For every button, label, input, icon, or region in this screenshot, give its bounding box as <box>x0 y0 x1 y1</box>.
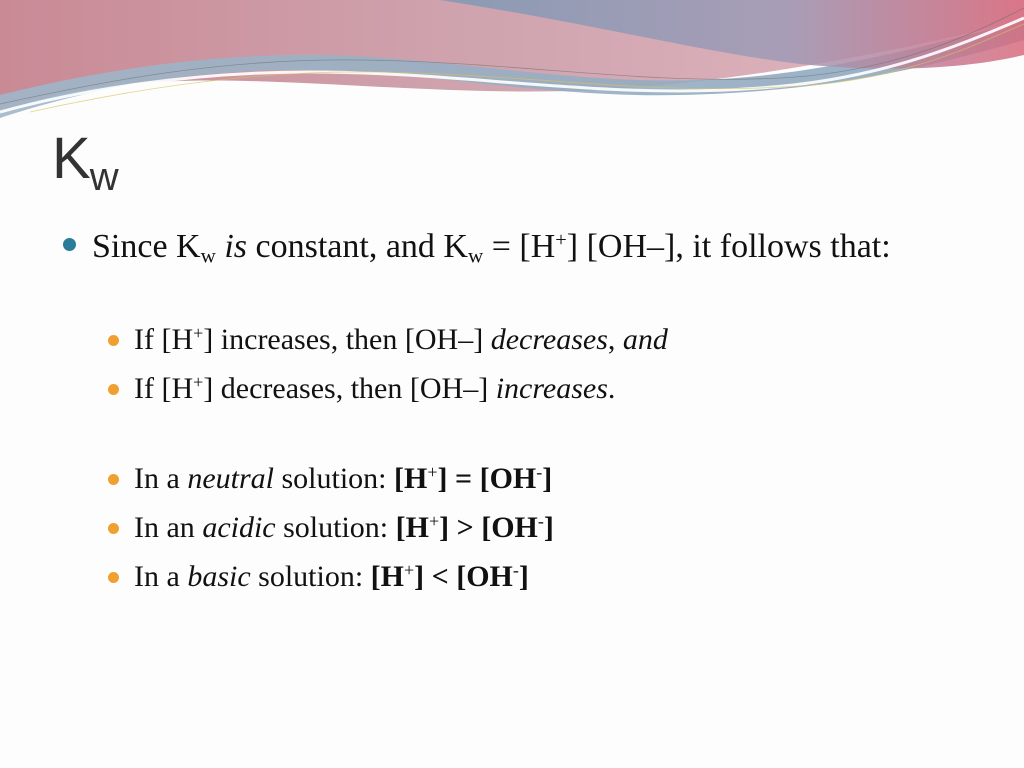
sub-bullet-list <box>134 320 954 606</box>
sub-bullet-marker <box>108 384 119 395</box>
slide-title <box>52 126 118 199</box>
bullet-marker <box>63 238 76 251</box>
list-item: If [H+] decreases, then [OH‒] increases. <box>134 369 954 418</box>
list-item: In a basic solution: [H+] < [OH-] <box>134 557 954 606</box>
title-subscript: w <box>89 155 118 199</box>
sub-bullet-marker <box>108 474 119 485</box>
list-item: In an acidic solution: [H+] > [OH-] <box>134 508 954 557</box>
sub-bullet-marker <box>108 335 119 346</box>
list-item: In a neutral solution: [H+] = [OH-] <box>134 459 954 508</box>
header-wave-decoration <box>0 0 1024 130</box>
sub-bullet-marker <box>108 523 119 534</box>
main-bullet: Since $K_w$ is constant, and $K_w = [H^+]$ [OH‒], it follows that: <box>92 226 952 267</box>
title-main: K <box>52 126 90 191</box>
list-item: If [H+] increases, then [OH‒] decreases, and <box>134 320 954 369</box>
sub-bullet-marker <box>108 572 119 583</box>
